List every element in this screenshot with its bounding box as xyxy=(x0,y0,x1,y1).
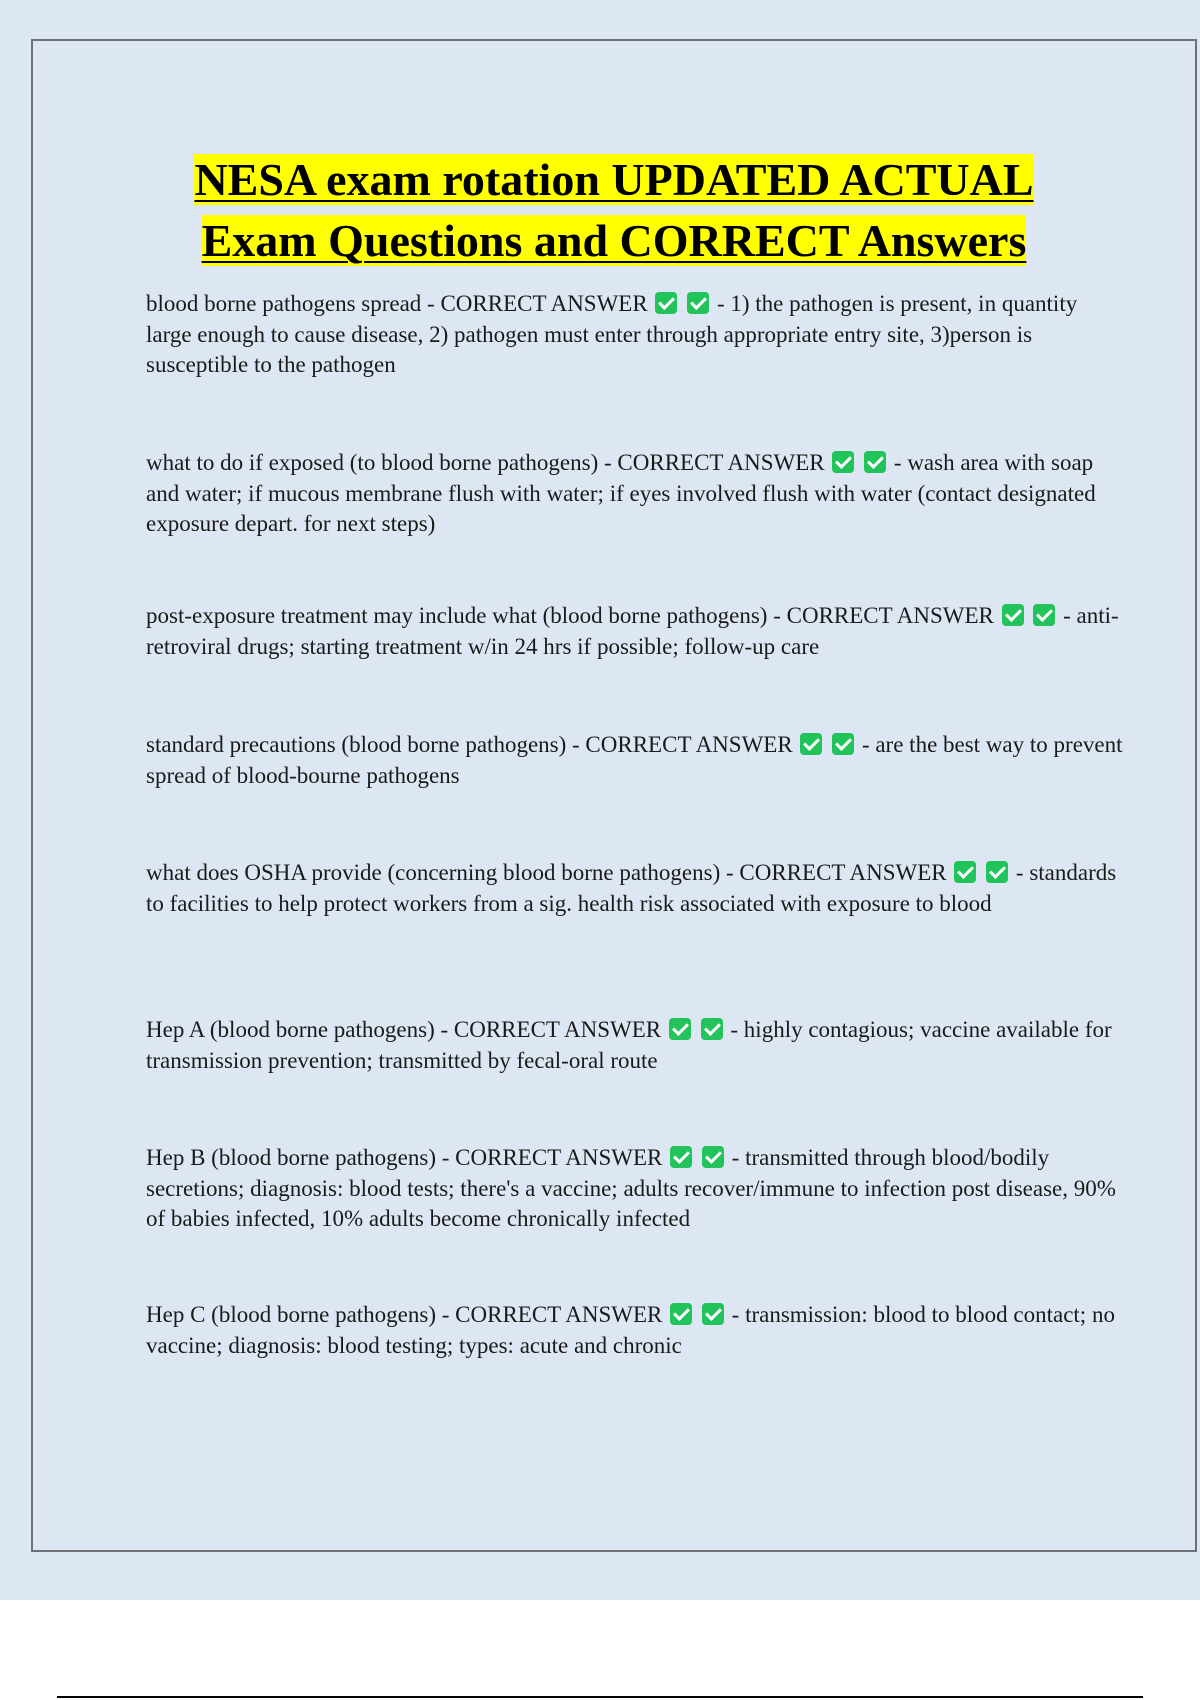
check-box-icon xyxy=(670,1146,692,1168)
entry-question: Hep A (blood borne pathogens) - CORRECT ANSWER xyxy=(146,1017,662,1042)
check-box-icon xyxy=(687,292,709,314)
entry-question: Hep B (blood borne pathogens) - CORRECT ANSWER xyxy=(146,1145,663,1170)
qa-list xyxy=(146,289,1126,1361)
entry-answer: - transmission: blood to blood contact; no vaccine; diagnosis: blood testing; types: acute and chronic xyxy=(146,1302,1115,1358)
check-box-icon xyxy=(702,1303,724,1325)
check-box-icon xyxy=(954,861,976,883)
check-box-icon xyxy=(800,733,822,755)
document-page xyxy=(31,39,1197,1552)
check-box-icon xyxy=(832,733,854,755)
qa-entry xyxy=(146,1015,1126,1143)
qa-entry xyxy=(146,601,1126,730)
check-box-icon xyxy=(1002,604,1024,626)
document-title xyxy=(33,149,1195,271)
entry-answer: - wash area with soap and water; if mucous membrane flush with water; if eyes involved flush with water (contact designated exposure depart. for next steps) xyxy=(146,450,1096,536)
title-line-2: Exam Questions and CORRECT Answers xyxy=(201,215,1027,266)
check-box-icon xyxy=(702,1146,724,1168)
qa-entry xyxy=(146,1143,1126,1300)
check-box-icon xyxy=(669,1018,691,1040)
check-box-icon xyxy=(864,451,886,473)
entry-question: what does OSHA provide (concerning blood borne pathogens) - CORRECT ANSWER xyxy=(146,860,947,885)
qa-entry xyxy=(146,289,1126,448)
entry-answer: - transmitted through blood/bodily secretions; diagnosis: blood tests; there's a vaccine; adults recover/immune to infection post disease, 90% of babies infected, 10% adults become chronically infected xyxy=(146,1145,1116,1231)
title-line-1: NESA exam rotation UPDATED ACTUAL xyxy=(194,154,1034,205)
entry-question: what to do if exposed (to blood borne pathogens) - CORRECT ANSWER xyxy=(146,450,825,475)
qa-entry xyxy=(146,448,1126,601)
check-box-icon xyxy=(1033,604,1055,626)
qa-entry xyxy=(146,1300,1126,1361)
entry-answer: - are the best way to prevent spread of blood-bourne pathogens xyxy=(146,732,1123,788)
footer-rule xyxy=(57,1696,1143,1698)
qa-entry xyxy=(146,858,1126,1015)
qa-entry xyxy=(146,730,1126,858)
entry-question: standard precautions (blood borne pathogens) - CORRECT ANSWER xyxy=(146,732,793,757)
entry-answer: - anti-retroviral drugs; starting treatment w/in 24 hrs if possible; follow-up care xyxy=(146,603,1119,659)
check-box-icon xyxy=(670,1303,692,1325)
entry-question: blood borne pathogens spread - CORRECT ANSWER xyxy=(146,291,648,316)
entry-question: Hep C (blood borne pathogens) - CORRECT ANSWER xyxy=(146,1302,663,1327)
entry-answer: - highly contagious; vaccine available for transmission prevention; transmitted by fecal-oral route xyxy=(146,1017,1112,1073)
check-box-icon xyxy=(832,451,854,473)
entry-question: post-exposure treatment may include what (blood borne pathogens) - CORRECT ANSWER xyxy=(146,603,994,628)
check-box-icon xyxy=(986,861,1008,883)
check-box-icon xyxy=(701,1018,723,1040)
entry-answer: - standards to facilities to help protect workers from a sig. health risk associated with exposure to blood xyxy=(146,860,1117,916)
check-box-icon xyxy=(655,292,677,314)
entry-answer: - 1) the pathogen is present, in quantity large enough to cause disease, 2) pathogen must enter through appropriate entry site, 3)person is susceptible to the pathogen xyxy=(146,291,1078,377)
